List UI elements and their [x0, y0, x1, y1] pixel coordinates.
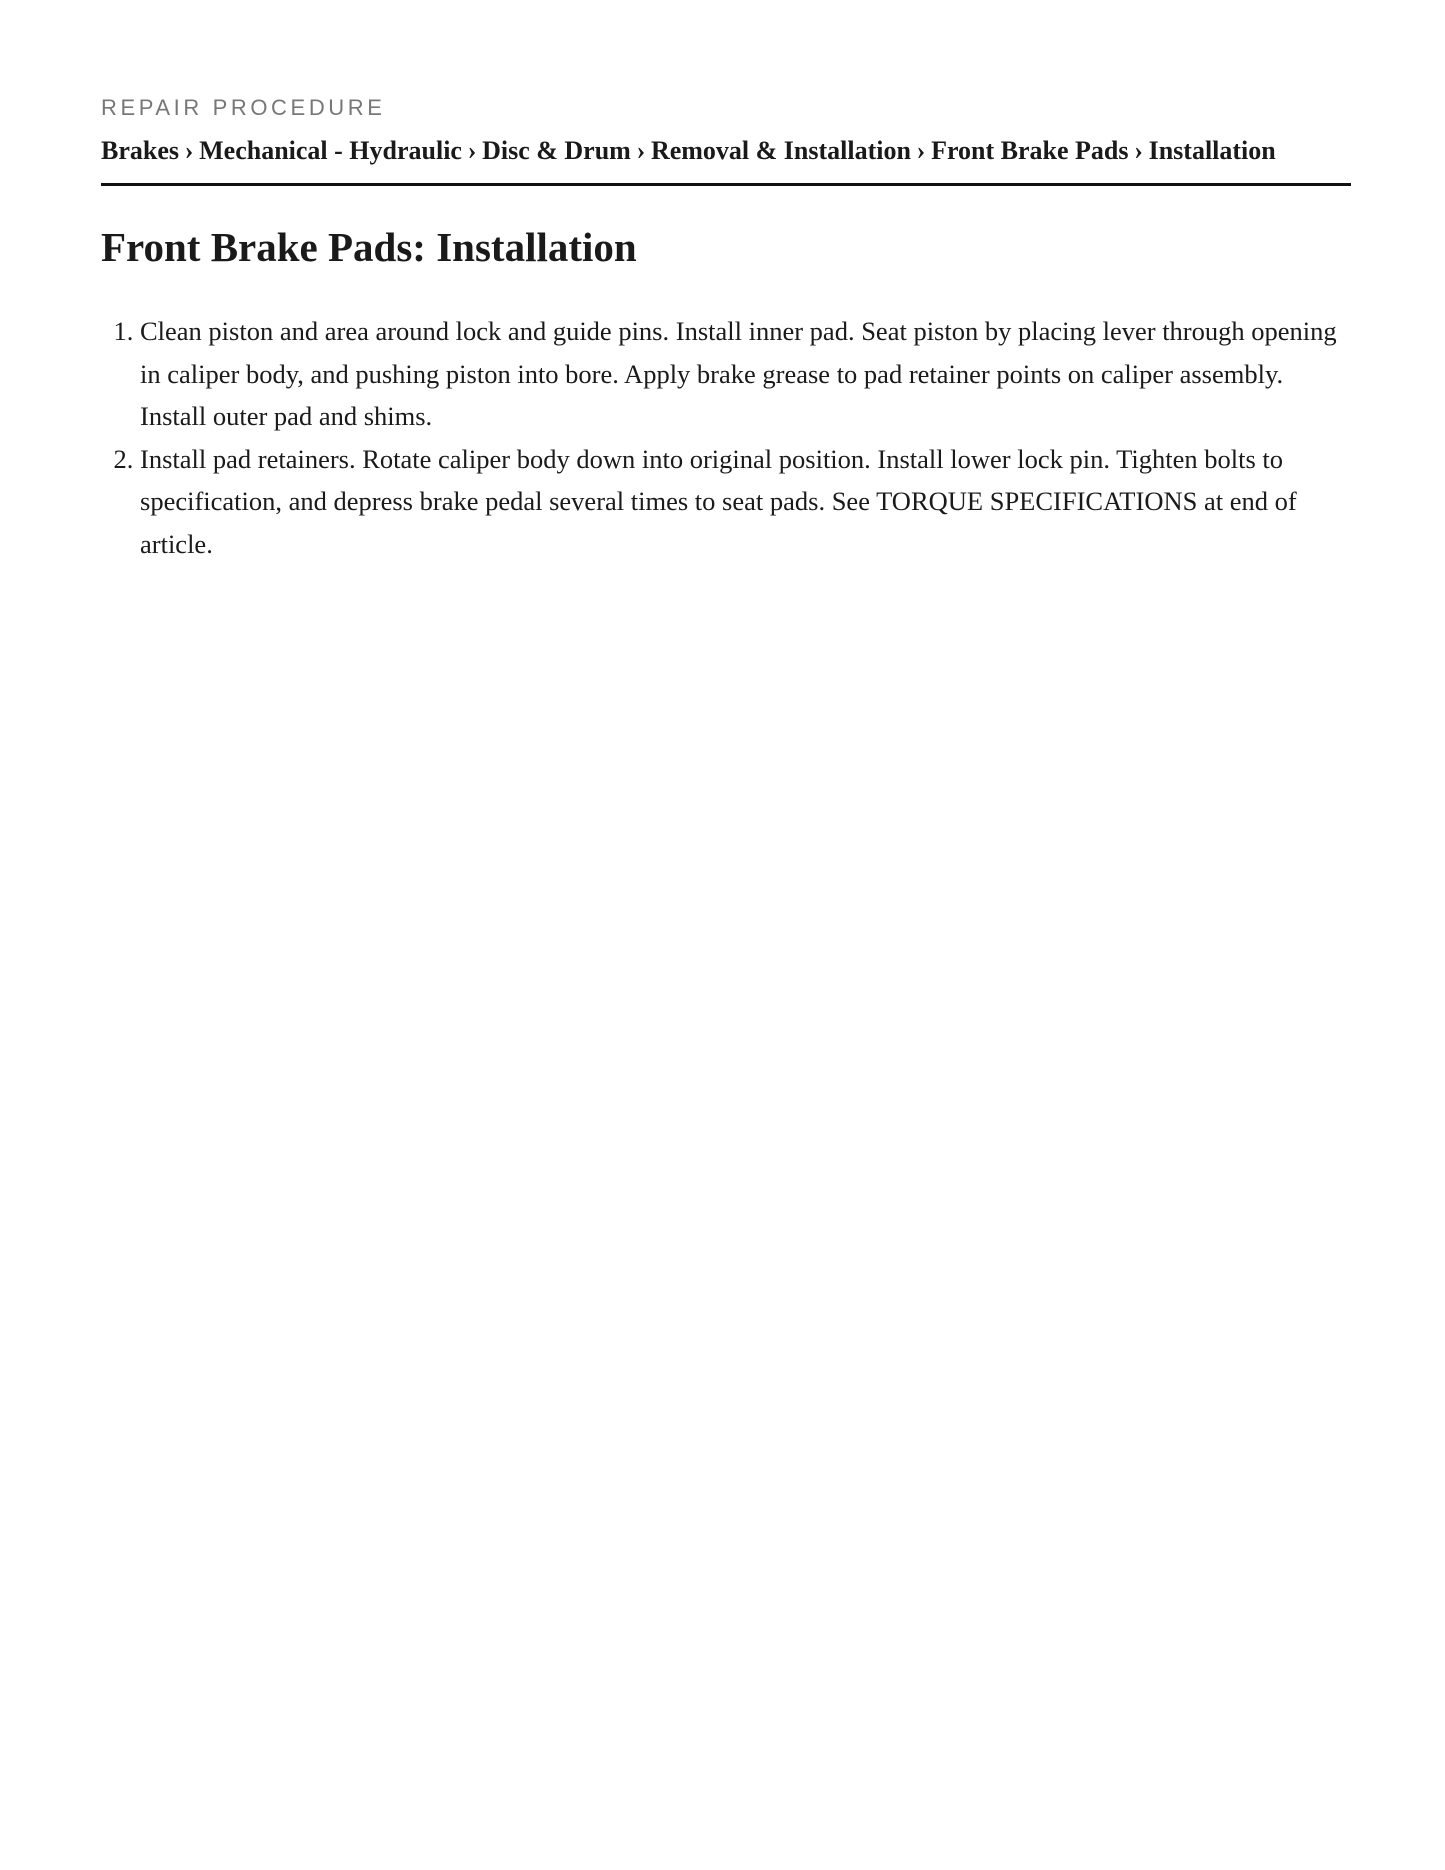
document-page: [101, 95, 1351, 565]
breadcrumb: [101, 135, 1351, 186]
breadcrumb-separator: ›: [636, 136, 646, 165]
breadcrumb-separator: ›: [1134, 136, 1143, 165]
breadcrumb-item[interactable]: Removal & Installation: [650, 136, 911, 165]
procedure-steps: [101, 310, 1351, 565]
breadcrumb-item-current: Installation: [1148, 136, 1276, 165]
breadcrumb-item[interactable]: Mechanical - Hydraulic: [199, 136, 462, 165]
breadcrumb-separator: ›: [184, 136, 194, 165]
section-kicker: REPAIR PROCEDURE: [101, 95, 386, 120]
breadcrumb-separator: ›: [467, 136, 477, 165]
breadcrumb-item[interactable]: Front Brake Pads: [931, 136, 1129, 165]
procedure-step: 1. Clean piston and area around lock and guide pins. Install inner pad. Seat piston by placing lever through opening in caliper body, and pushing piston into bore. Apply brake grease to pad retainer points on caliper assembly. Install outer pad and shims.: [140, 310, 1351, 438]
page-title: Front Brake Pads: Installation: [101, 224, 637, 270]
procedure-step: 2. Install pad retainers. Rotate caliper body down into original position. Install lower lock pin. Tighten bolts to specification, and depress brake pedal several times to seat pads. See TORQUE SPECIFICATIONS at end of article.: [140, 438, 1351, 566]
breadcrumb-item[interactable]: Disc & Drum: [482, 136, 631, 165]
breadcrumb-item[interactable]: Brakes: [101, 136, 179, 165]
breadcrumb-separator: ›: [916, 136, 926, 165]
